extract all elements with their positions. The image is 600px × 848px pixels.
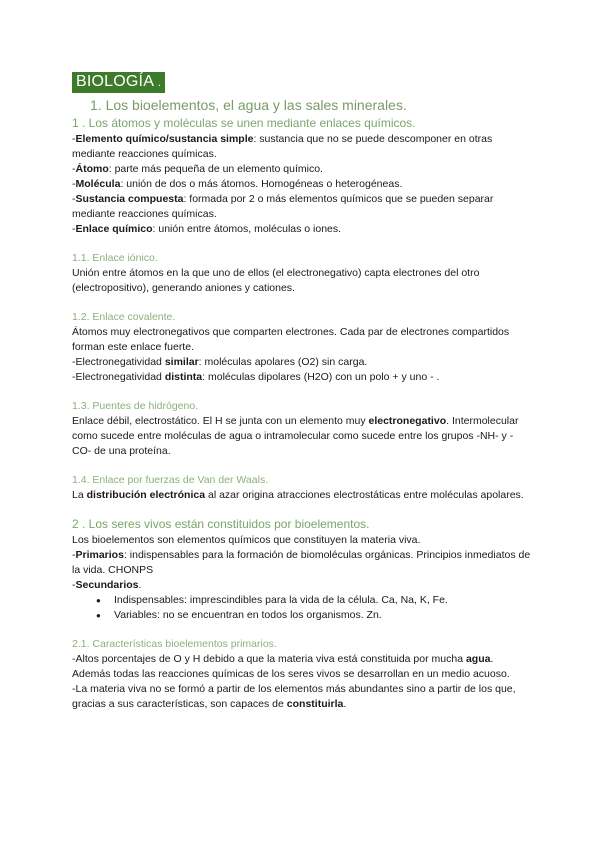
- title-wrap: [72, 72, 532, 94]
- heading-2-1: 2.1. Características bioelementos primarios.: [72, 638, 277, 650]
- section-1-sub-heading: 1 . Los átomos y moléculas se unen mediante enlaces químicos.: [72, 116, 416, 130]
- heading-1-3: 1.3. Puentes de hidrógeno.: [72, 400, 199, 412]
- section-2-intro: Los bioelementos son elementos químicos que constituyen la materia viva.: [72, 534, 421, 546]
- title-dot: .: [157, 77, 162, 89]
- definition-line: -Enlace químico: unión entre átomos, moléculas o iones.: [72, 223, 342, 235]
- paragraph-2-1-b: -La materia viva no se formó a partir de los elementos más abundantes sino a partir de los que, gracias a sus características, son capaces de constituirla.: [72, 683, 516, 710]
- heading-1-2: 1.2. Enlace covalente.: [72, 311, 176, 323]
- title-text: BIOLOGÍA: [76, 73, 154, 90]
- definition-line: -Átomo: parte más pequeña de un elemento químico.: [72, 163, 323, 175]
- line-distinta: -Electronegatividad distinta: moléculas dipolares (H2O) con un polo + y uno - .: [72, 371, 440, 383]
- section-1-heading: 1. Los bioelementos, el agua y las sales minerales.: [90, 97, 407, 113]
- paragraph-1-1: Unión entre átomos en la que uno de ellos (el electronegativo) capta electrones del otro (electropositivo), generando aniones y cationes.: [72, 267, 480, 294]
- paragraph-2-1-a: -Altos porcentajes de O y H debido a que la materia viva está constituida por mucha agua. Además todas las reacciones químicas de los seres vivos se desarrollan en un medio acuoso.: [72, 653, 510, 680]
- definition-line: -Elemento químico/sustancia simple: sustancia que no se puede descomponer en otras mediante reacciones químicas.: [72, 133, 493, 160]
- heading-1-1: 1.1. Enlace iónico.: [72, 252, 158, 264]
- section-2-heading: 2 . Los seres vivos están constituidos por bioelementos.: [72, 517, 370, 531]
- secundarios-list: [72, 593, 532, 623]
- paragraph-1-2: Átomos muy electronegativos que comparten electrones. Cada par de electrones compartidos forman este enlace fuerte.: [72, 326, 510, 353]
- paragraph-1-4: La distribución electrónica al azar origina atracciones electrostáticas entre moléculas apolares.: [72, 489, 524, 501]
- document-page: [72, 72, 532, 712]
- heading-1-4: 1.4. Enlace por fuerzas de Van der Waals.: [72, 474, 269, 486]
- list-item: ● Variables: no se encuentran en todos los organismos. Zn.: [96, 608, 532, 623]
- definition-line: -Sustancia compuesta: formada por 2 o más elementos químicos que se pueden separar mediante reacciones químicas.: [72, 193, 494, 220]
- primarios-line: -Primarios: indispensables para la formación de biomoléculas orgánicas. Principios inmediatos de la vida. CHONPS: [72, 549, 531, 576]
- secundarios-line: -Secundarios.: [72, 579, 142, 591]
- paragraph-1-3: Enlace débil, electrostático. El H se junta con un elemento muy electronegativo. Intermolecular como sucede entre moléculas de agua o intramolecular como sucede entre los grupos -NH- y -CO- de una proteína.: [72, 415, 519, 457]
- document-title: [72, 72, 165, 93]
- line-similar: -Electronegatividad similar: moléculas apolares (O2) sin carga.: [72, 356, 368, 368]
- definition-line: -Molécula: unión de dos o más átomos. Homogéneas o heterogéneas.: [72, 178, 403, 190]
- list-item: ● Indispensables: imprescindibles para la vida de la célula. Ca, Na, K, Fe.: [96, 593, 532, 608]
